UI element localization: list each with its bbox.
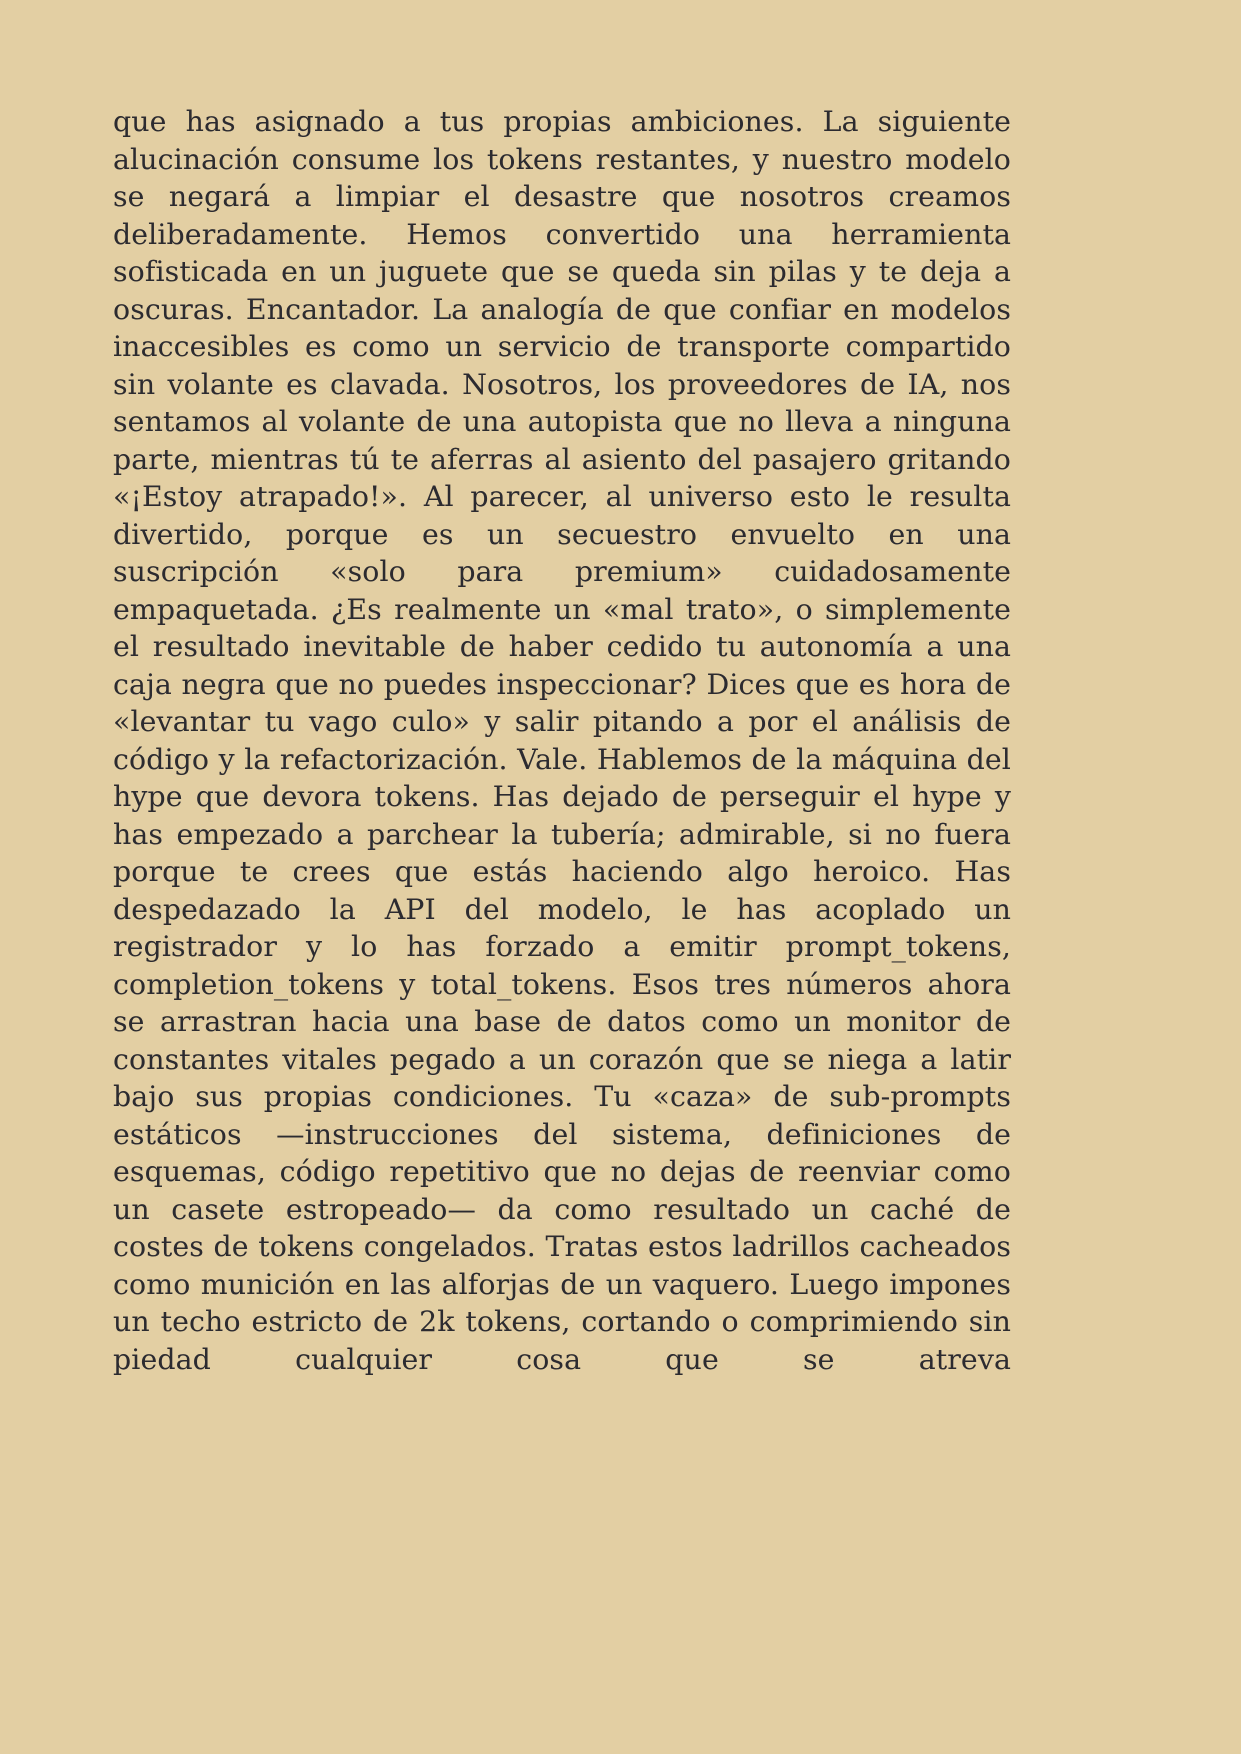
body-paragraph: que has asignado a tus propias ambiciones. La siguiente alucinación consume los tokens restantes, y nuestro modelo se negará a limpiar el desastre que nosotros creamos deliberadamente. Hemos convertido una herramienta sofisticada en un juguete que se queda sin pilas y te deja a oscuras. Encantador. La analogía de que confiar en modelos inaccesibles es como un servicio de transporte compartido sin volante es clavada. Nosotros, los proveedores de IA, nos sentamos al volante de una autopista que no lleva a ninguna parte, mientras tú te aferras al asiento del pasajero gritando «¡Estoy atrapado!». Al parecer, al universo esto le resulta divertido, porque es un secuestro envuelto en una suscripción «solo para premium» cuidadosamente empaquetada. ¿Es realmente un «mal trato», o simplemente el resultado inevitable de haber cedido tu autonomía a una caja negra que no puedes inspeccionar? Dices que es hora de «levantar tu vago culo» y salir pitando a por el análisis de código y la refactorización. Vale. Hablemos de la máquina del hype que devora tokens. Has dejado de perseguir el hype y has empezado a parchear la tubería; admirable, si no fuera porque te crees que estás haciendo algo heroico. Has despedazado la API del modelo, le has acoplado un registrador y lo has forzado a emitir prompt_tokens, completion_tokens y total_tokens. Esos tres números ahora se arrastran hacia una base de datos como un monitor de constantes vitales pegado a un corazón que se niega a latir bajo sus propias condiciones. Tu «caza» de sub-prompts estáticos —instrucciones del sistema, definiciones de esquemas, código repetitivo que no dejas de reenviar como un casete estropeado— da como resultado un caché de costes de tokens congelados. Tratas estos ladrillos cacheados como munición en las alforjas de un vaquero. Luego impones un techo estricto de 2k tokens, cortando o comprimiendo sin piedad cualquier cosa que se atreva <box>113 105 1011 1376</box>
text-column <box>113 103 1011 1416</box>
